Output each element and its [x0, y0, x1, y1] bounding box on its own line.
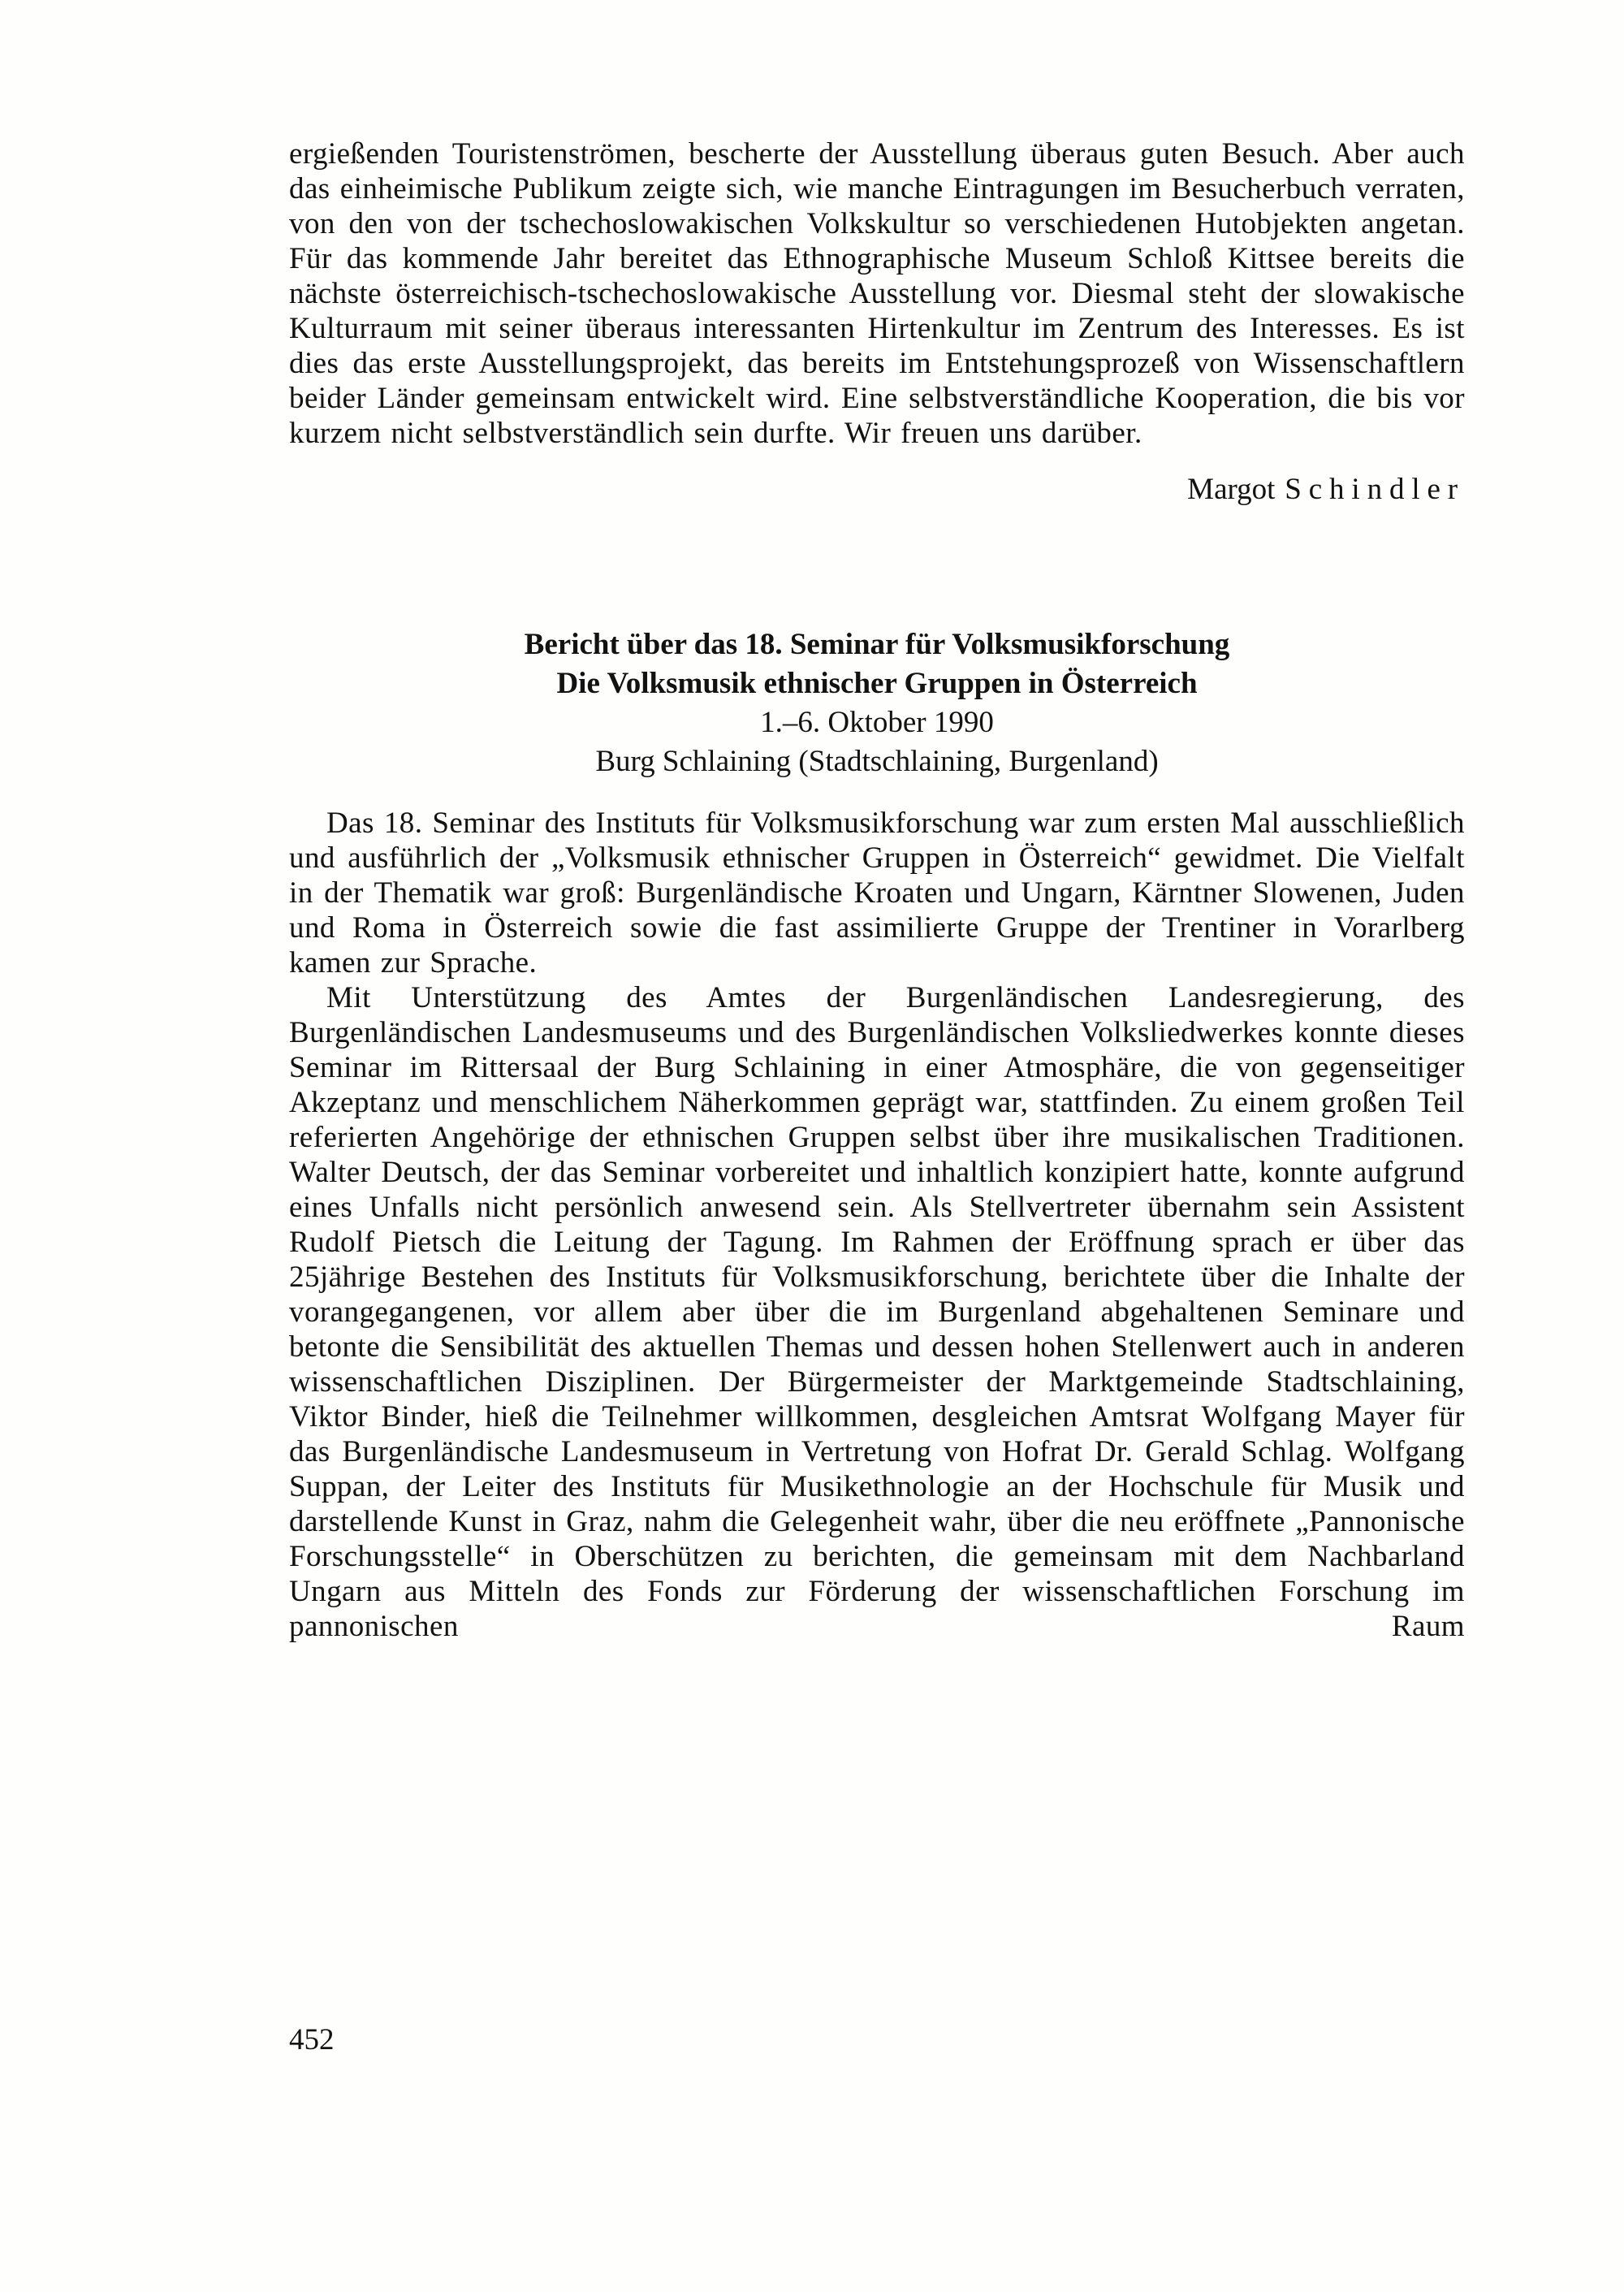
report-location: Burg Schlaining (Stadtschlaining, Burgenland)	[595, 745, 1159, 778]
report-heading	[289, 625, 1465, 781]
report-paragraph-2: Mit Unterstützung des Amtes der Burgenländischen Landesregierung, des Burgenländischen Landesmuseums und des Burgenländischen Volksliedwerkes konnte dieses Seminar im Rittersaal der Burg Schlaining in einer Atmosphäre, die von gegenseitiger Akzeptanz und menschlichem Näherkommen geprägt war, stattfinden. Zu einem großen Teil referierten Angehörige der ethnischen Gruppen selbst über ihre musikalischen Traditionen. Walter Deutsch, der das Seminar vorbereitet und inhaltlich konzipiert hatte, konnte aufgrund eines Unfalls nicht persönlich anwesend sein. Als Stellvertreter übernahm sein Assistent Rudolf Pietsch die Leitung der Tagung. Im Rahmen der Eröffnung sprach er über das 25jährige Bestehen des Instituts für Volksmusikforschung, berichtete über die Inhalte der vorangegangenen, vor allem aber über die im Burgenland abgehaltenen Seminare und betonte die Sensibilität des aktuellen Themas und dessen hohen Stellenwert auch in anderen wissenschaftlichen Disziplinen. Der Bürgermeister der Marktgemeinde Stadtschlaining, Viktor Binder, hieß die Teilnehmer willkommen, desgleichen Amtsrat Wolfgang Mayer für das Burgenländische Landesmuseum in Vertretung von Hofrat Dr. Gerald Schlag. Wolfgang Suppan, der Leiter des Instituts für Musikethnologie an der Hochschule für Musik und darstellende Kunst in Graz, nahm die Gelegenheit wahr, über die neu eröffnete „Pannonische Forschungsstelle“ in Oberschützen zu berichten, die gemeinsam mit dem Nachbarland Ungarn aus Mitteln des Fonds zur Förderung der wissenschaftlichen Forschung im pannonischen Raum	[289, 981, 1465, 1643]
report-paragraph-1: Das 18. Seminar des Instituts für Volksmusikforschung war zum ersten Mal ausschließlich und ausführlich der „Volksmusik ethnischer Gruppen in Österreich“ gewidmet. Die Vielfalt in der Thematik war groß: Burgenländische Kroaten und Ungarn, Kärntner Slowenen, Juden und Roma in Österreich sowie die fast assimilierte Gruppe der Trentiner in Vorarlberg kamen zur Sprache.	[289, 807, 1465, 980]
author-signature	[289, 472, 1465, 507]
continuation-paragraph: ergießenden Touristenströmen, bescherte der Ausstellung überaus guten Besuch. Aber auch das einheimische Publikum zeigte sich, wie manche Eintragungen im Besucherbuch verraten, von den von der tschechoslowakischen Volkskultur so verschiedenen Hutobjekten angetan. Für das kommende Jahr bereitet das Ethnographische Museum Schloß Kittsee bereits die nächste österreichisch-tschechoslowakische Ausstellung vor. Diesmal steht der slowakische Kulturraum mit seiner überaus interessanten Hirtenkultur im Zentrum des Interesses. Es ist dies das erste Ausstellungsprojekt, das bereits im Entstehungsprozeß von Wissenschaftlern beider Länder gemeinsam entwickelt wird. Eine selbstverständliche Kooperation, die bis vor kurzem nicht selbstverständlich sein durfte. Wir freuen uns darüber.	[289, 137, 1465, 450]
author-given-name: Margot	[1187, 473, 1276, 506]
page-number: 452	[289, 2023, 335, 2056]
text-block	[289, 136, 1465, 1644]
report-title-line1: Bericht über das 18. Seminar für Volksmusikforschung	[524, 628, 1230, 661]
report-title-line2: Die Volksmusik ethnischer Gruppen in Österreich	[556, 667, 1198, 700]
author-surname: Schindler	[1285, 473, 1465, 506]
report-date: 1.–6. Oktober 1990	[760, 706, 994, 739]
